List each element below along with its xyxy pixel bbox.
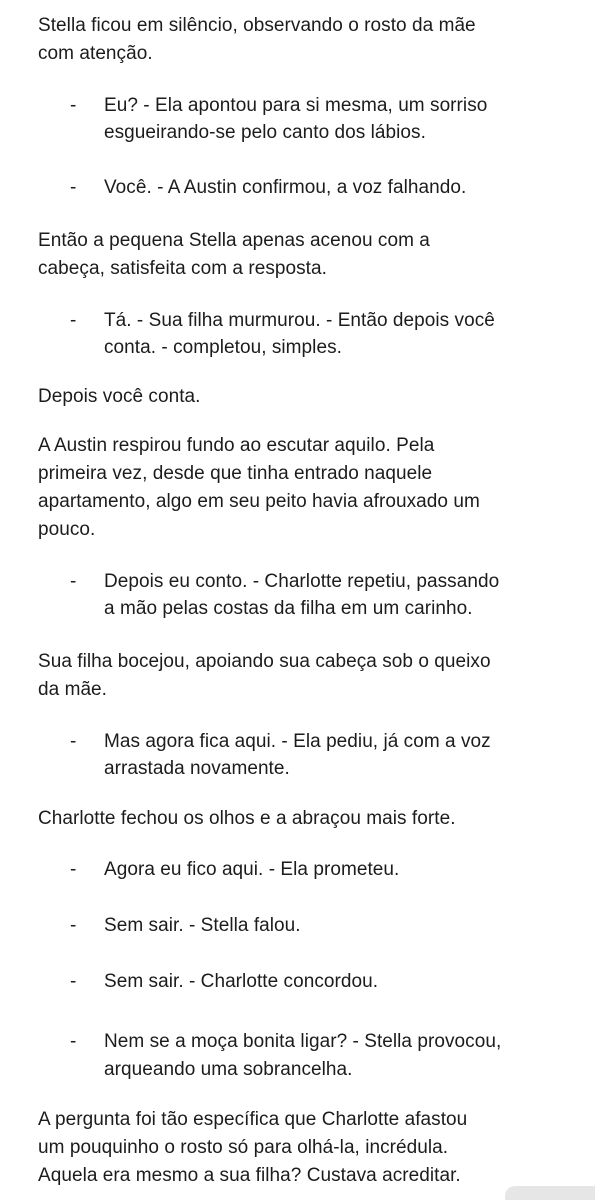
text-line: Sem sair. - Charlotte concordou. — [104, 971, 379, 992]
text-line: Tá. - Sua filha murmurou. - Então depois você — [104, 310, 495, 331]
dialogue-dash: - — [70, 177, 77, 198]
text-line: primeira vez, desde que tinha entrado naquele — [38, 463, 433, 484]
text-line: Eu? - Ela apontou para si mesma, um sorriso — [104, 95, 488, 116]
text-line: Nem se a moça bonita ligar? - Stella provocou, — [104, 1031, 502, 1052]
text-line: Aquela era mesmo a sua filha? Custava acreditar. — [38, 1165, 461, 1186]
text-line: cabeça, satisfeita com a resposta. — [38, 258, 327, 279]
text-line: apartamento, algo em seu peito havia afrouxado um — [38, 491, 480, 512]
text-line: Mas agora fica aqui. - Ela pediu, já com a voz — [104, 731, 491, 752]
text-line: esgueirando-se pelo canto dos lábios. — [104, 122, 426, 143]
text-line: Agora eu fico aqui. - Ela prometeu. — [104, 859, 400, 880]
dialogue-dash: - — [70, 310, 77, 331]
text-line: conta. - completou, simples. — [104, 337, 342, 358]
text-line: A Austin respirou fundo ao escutar aquilo. Pela — [38, 435, 435, 456]
text-line: pouco. — [38, 519, 96, 540]
text-line: Então a pequena Stella apenas acenou com a — [38, 230, 430, 251]
dialogue-dash: - — [70, 731, 77, 752]
dialogue-dash: - — [70, 1031, 77, 1052]
text-line: Depois você conta. — [38, 386, 201, 407]
dialogue-dash: - — [70, 971, 77, 992]
text-line: arqueando uma sobrancelha. — [104, 1059, 353, 1080]
dialogue-dash: - — [70, 571, 77, 592]
dialogue-dash: - — [70, 95, 77, 116]
text-line: Charlotte fechou os olhos e a abraçou mais forte. — [38, 808, 456, 829]
text-line: Sua filha bocejou, apoiando sua cabeça sob o queixo — [38, 651, 491, 672]
text-line: um pouquinho o rosto só para olhá-la, incrédula. — [38, 1137, 449, 1158]
page-corner-shadow — [505, 1186, 595, 1200]
text-line: Depois eu conto. - Charlotte repetiu, passando — [104, 571, 500, 592]
text-line: A pergunta foi tão específica que Charlotte afastou — [38, 1109, 468, 1130]
text-line: Sem sair. - Stella falou. — [104, 915, 301, 936]
dialogue-dash: - — [70, 859, 77, 880]
text-line: Você. - A Austin confirmou, a voz falhando. — [104, 177, 467, 198]
dialogue-dash: - — [70, 915, 77, 936]
text-line: com atenção. — [38, 43, 153, 64]
text-line: a mão pelas costas da filha em um carinho. — [104, 598, 473, 619]
text-line: da mãe. — [38, 679, 108, 700]
text-line: Stella ficou em silêncio, observando o rosto da mãe — [38, 15, 476, 36]
text-line: arrastada novamente. — [104, 758, 290, 779]
